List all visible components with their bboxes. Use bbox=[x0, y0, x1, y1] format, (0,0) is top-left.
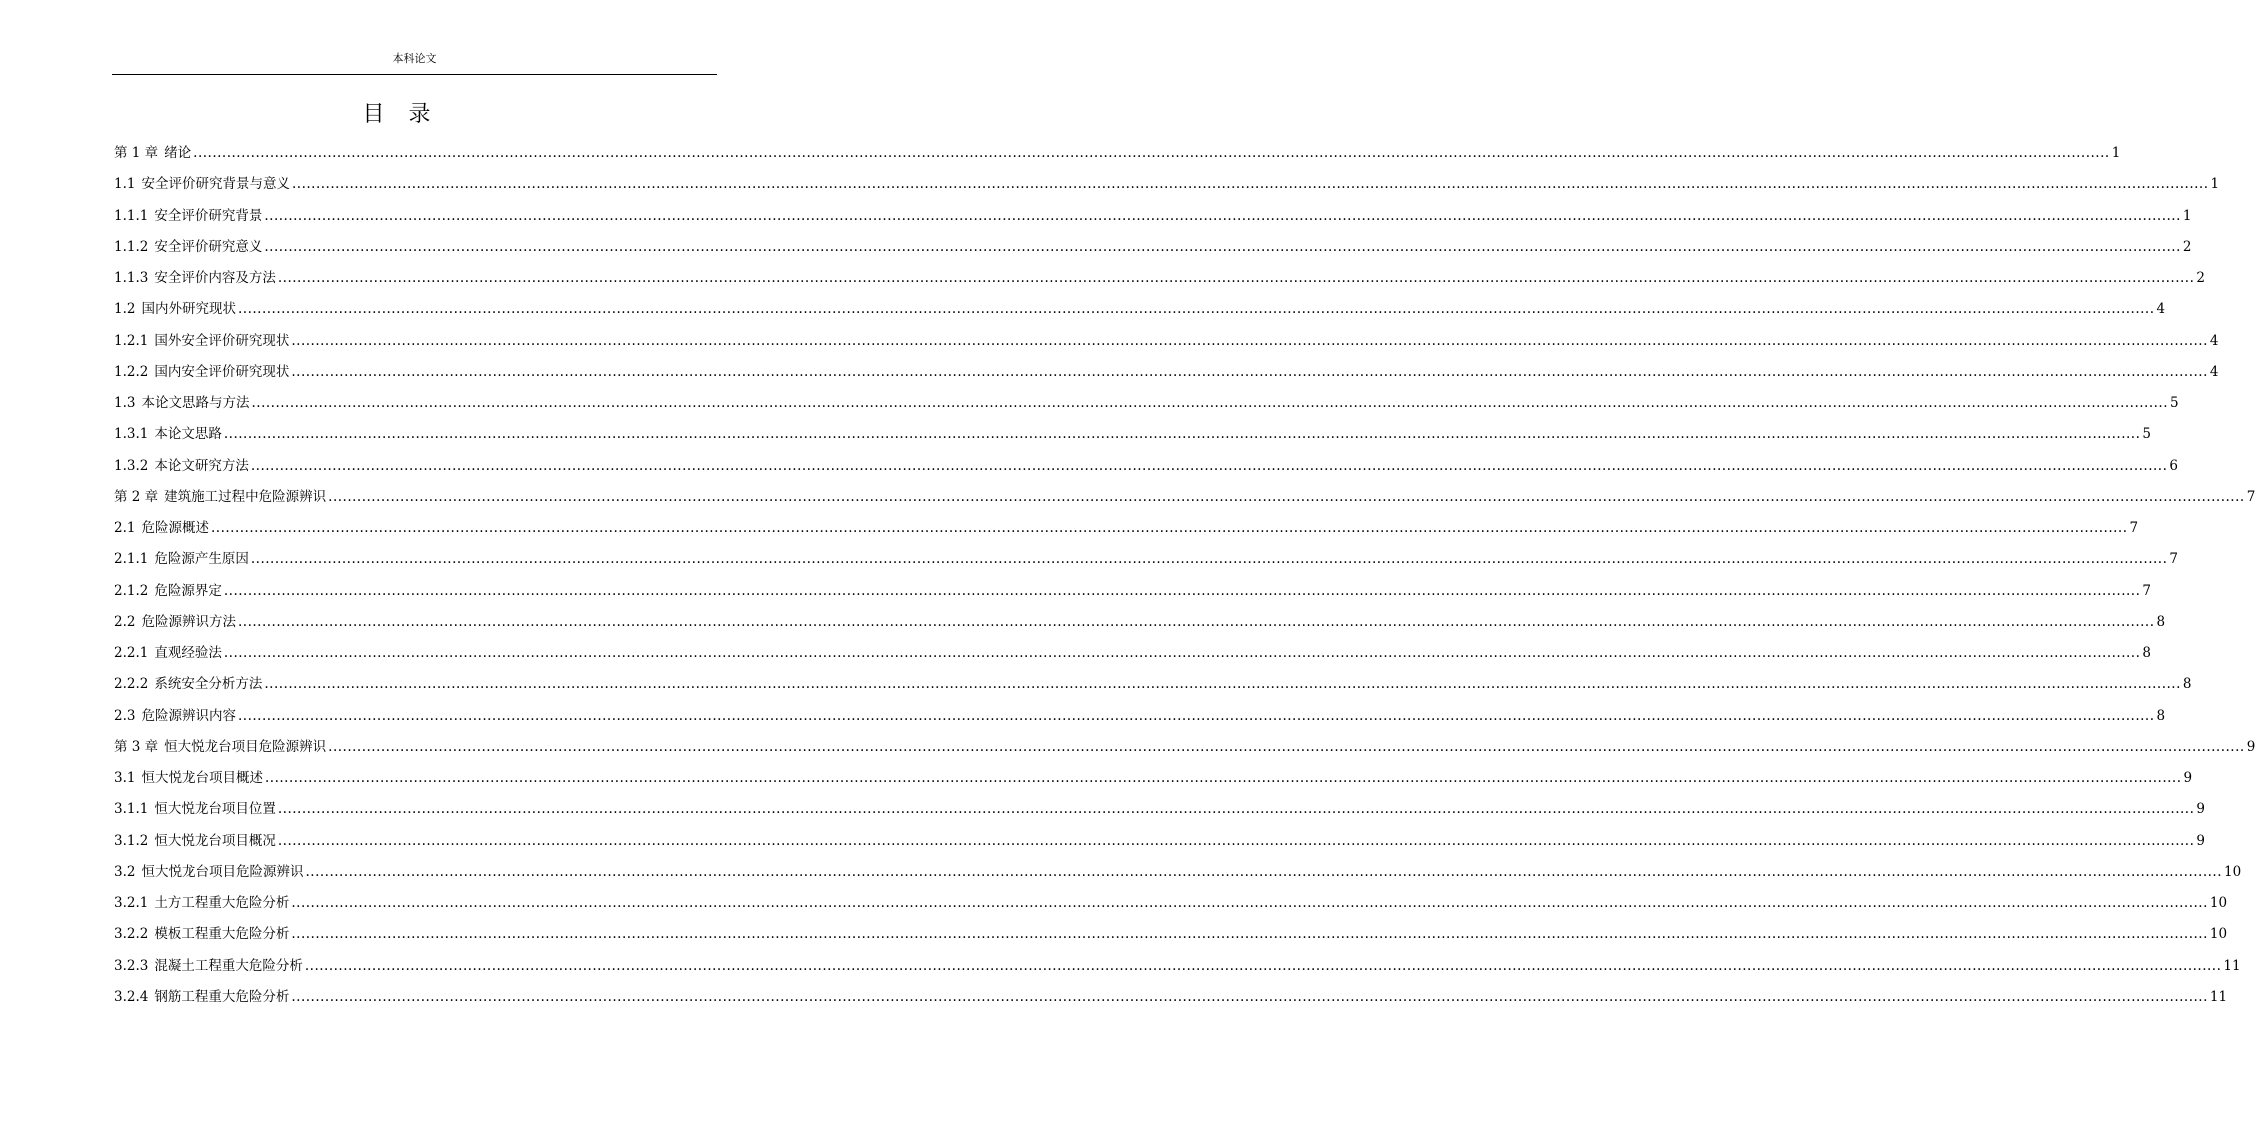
toc-entry-number: 第 1 章 bbox=[114, 145, 159, 161]
toc-dot-leader: ................................................................................................................................................................................................................................................................................................................................................................................................................ bbox=[264, 770, 2182, 786]
toc-dot-leader: ................................................................................................................................................................................................................................................................................................................................................................................................................ bbox=[277, 270, 2195, 286]
toc-entry[interactable] bbox=[114, 701, 2166, 732]
toc-entry[interactable] bbox=[114, 326, 2219, 357]
toc-entry-label bbox=[114, 451, 249, 482]
toc-entry-title: 安全评价研究背景 bbox=[154, 207, 263, 224]
toc-entry-title: 钢筋工程重大危险分析 bbox=[154, 988, 290, 1005]
toc-entry-title: 恒大悦龙台项目概述 bbox=[141, 770, 263, 786]
toc-entry-page-number: 9 bbox=[2183, 770, 2193, 786]
toc-entry-label bbox=[114, 888, 289, 919]
toc-dot-leader: ................................................................................................................................................................................................................................................................................................................................................................................................................ bbox=[328, 488, 2245, 505]
toc-entry-label bbox=[114, 513, 209, 544]
toc-entry[interactable] bbox=[114, 888, 2228, 919]
toc-entry-label bbox=[114, 201, 262, 232]
toc-entry[interactable] bbox=[114, 951, 2241, 982]
toc-entry-title: 模板工程重大危险分析 bbox=[154, 926, 290, 943]
toc-entry-label bbox=[114, 638, 222, 669]
toc-entry-number: 1.1 bbox=[114, 176, 136, 193]
toc-entry-label bbox=[114, 794, 276, 825]
toc-entry[interactable] bbox=[114, 669, 2192, 700]
toc-dot-leader: ................................................................................................................................................................................................................................................................................................................................................................................................................ bbox=[277, 801, 2195, 818]
toc-entry-title: 恒大悦龙台项目概况 bbox=[154, 832, 276, 849]
toc-entry[interactable] bbox=[114, 576, 2151, 607]
toc-entry[interactable] bbox=[114, 138, 2121, 169]
toc-entry-label bbox=[114, 732, 326, 763]
toc-entry-number: 1.2 bbox=[114, 301, 136, 318]
toc-entry-title: 恒大悦龙台项目危险源辨识 bbox=[141, 863, 304, 880]
toc-dot-leader: ................................................................................................................................................................................................................................................................................................................................................................................................................ bbox=[250, 457, 2168, 474]
toc-entry-label bbox=[114, 826, 276, 857]
toc-entry-number: 2.1.2 bbox=[114, 582, 149, 599]
page-header bbox=[112, 52, 717, 75]
toc-entry-title: 安全评价研究意义 bbox=[154, 238, 263, 255]
toc-entry-page-number: 10 bbox=[2224, 863, 2242, 880]
toc-entry-number: 1.1.1 bbox=[114, 207, 149, 224]
toc-entry-title: 本论文思路 bbox=[154, 426, 222, 443]
toc-entry[interactable] bbox=[114, 982, 2228, 1013]
toc-entry-page-number: 10 bbox=[2209, 926, 2228, 943]
toc-entry-number: 第 2 章 bbox=[114, 488, 159, 505]
toc-entry-page-number: 9 bbox=[2246, 738, 2255, 755]
toc-dot-leader: ................................................................................................................................................................................................................................................................................................................................................................................................................ bbox=[291, 988, 2208, 1005]
toc-entry-number: 1.3.1 bbox=[114, 426, 149, 443]
toc-entry-label bbox=[114, 263, 276, 294]
toc-entry-label bbox=[114, 576, 222, 607]
toc-entry[interactable] bbox=[114, 232, 2192, 263]
toc-entry-title: 建筑施工过程中危险源辨识 bbox=[164, 488, 327, 505]
toc-list bbox=[114, 138, 2255, 1013]
toc-entry[interactable] bbox=[114, 201, 2192, 232]
toc-entry-page-number: 7 bbox=[2246, 488, 2255, 505]
toc-entry-title: 危险源辨识内容 bbox=[141, 707, 236, 724]
toc-entry-number: 2.2 bbox=[114, 613, 136, 630]
toc-entry-page-number: 7 bbox=[2142, 582, 2151, 599]
toc-entry-title: 恒大悦龙台项目危险源辨识 bbox=[164, 738, 327, 755]
toc-entry-label bbox=[114, 951, 303, 982]
toc-entry-label bbox=[114, 294, 236, 325]
toc-entry-page-number: 5 bbox=[2170, 395, 2179, 411]
toc-entry-number: 1.1.2 bbox=[114, 238, 149, 255]
toc-entry[interactable] bbox=[114, 513, 2139, 544]
toc-dot-leader: ................................................................................................................................................................................................................................................................................................................................................................................................................ bbox=[291, 363, 2208, 380]
toc-entry-label bbox=[114, 232, 262, 263]
header-text: 本科论文 bbox=[392, 52, 437, 65]
toc-entry[interactable] bbox=[114, 263, 2205, 294]
toc-dot-leader: ................................................................................................................................................................................................................................................................................................................................................................................................................ bbox=[291, 895, 2208, 911]
toc-entry-label bbox=[114, 857, 303, 888]
toc-entry-title: 本论文思路与方法 bbox=[141, 395, 250, 411]
toc-entry-page-number: 7 bbox=[2169, 551, 2178, 568]
toc-entry-page-number: 2 bbox=[2196, 270, 2205, 286]
toc-entry-title: 系统安全分析方法 bbox=[154, 676, 263, 693]
toc-entry-page-number: 1 bbox=[2111, 145, 2121, 161]
toc-dot-leader: ................................................................................................................................................................................................................................................................................................................................................................................................................ bbox=[210, 520, 2128, 536]
toc-entry-number: 3.1.1 bbox=[114, 801, 149, 818]
toc-entry-title: 危险源概述 bbox=[141, 520, 209, 536]
toc-entry-label bbox=[114, 544, 249, 575]
toc-entry-number: 2.1.1 bbox=[114, 551, 149, 568]
toc-entry-page-number: 4 bbox=[2209, 363, 2219, 380]
toc-entry-number: 1.2.1 bbox=[114, 332, 149, 349]
toc-entry-number: 2.1 bbox=[114, 520, 136, 536]
toc-entry-page-number: 4 bbox=[2156, 301, 2166, 318]
toc-entry-label bbox=[114, 326, 289, 357]
toc-entry[interactable] bbox=[114, 357, 2219, 388]
toc-entry-number: 3.2.3 bbox=[114, 957, 149, 974]
toc-entry[interactable] bbox=[114, 294, 2166, 325]
toc-title-part2: 录 bbox=[408, 102, 431, 127]
toc-entry-number: 2.3 bbox=[114, 707, 136, 724]
toc-entry-title: 本论文研究方法 bbox=[154, 457, 249, 474]
toc-dot-leader: ................................................................................................................................................................................................................................................................................................................................................................................................................ bbox=[291, 926, 2208, 943]
toc-entry-label bbox=[114, 169, 290, 200]
toc-dot-leader: ................................................................................................................................................................................................................................................................................................................................................................................................................ bbox=[223, 645, 2141, 661]
toc-entry[interactable] bbox=[114, 388, 2179, 419]
toc-entry-page-number: 1 bbox=[2182, 207, 2192, 224]
toc-entry-number: 3.2 bbox=[114, 863, 136, 880]
toc-entry-number: 1.2.2 bbox=[114, 363, 149, 380]
toc-entry-page-number: 10 bbox=[2209, 895, 2228, 911]
toc-entry-label bbox=[114, 482, 326, 513]
toc-entry[interactable] bbox=[114, 732, 2255, 763]
toc-entry-title: 危险源辨识方法 bbox=[141, 613, 236, 630]
toc-dot-leader: ................................................................................................................................................................................................................................................................................................................................................................................................................ bbox=[223, 582, 2141, 599]
toc-entry[interactable] bbox=[114, 482, 2255, 513]
toc-entry-number: 2.2.1 bbox=[114, 645, 149, 661]
toc-entry-label bbox=[114, 419, 222, 450]
toc-entry[interactable] bbox=[114, 169, 2220, 200]
toc-entry-title: 国外安全评价研究现状 bbox=[154, 332, 290, 349]
toc-entry-label bbox=[114, 763, 263, 794]
toc-entry-number: 3.2.2 bbox=[114, 926, 149, 943]
toc-dot-leader: ................................................................................................................................................................................................................................................................................................................................................................................................................ bbox=[237, 613, 2155, 630]
toc-entry-page-number: 2 bbox=[2182, 238, 2192, 255]
toc-entry-page-number: 8 bbox=[2142, 645, 2151, 661]
toc-entry-page-number: 8 bbox=[2156, 613, 2166, 630]
toc-entry[interactable] bbox=[114, 451, 2178, 482]
toc-entry-title: 国内安全评价研究现状 bbox=[154, 363, 290, 380]
toc-dot-leader: ................................................................................................................................................................................................................................................................................................................................................................................................................ bbox=[264, 238, 2181, 255]
toc-entry-title: 直观经验法 bbox=[154, 645, 222, 661]
toc-entry-title: 危险源产生原因 bbox=[154, 551, 249, 568]
toc-entry-page-number: 9 bbox=[2196, 832, 2205, 849]
toc-entry-number: 1.3.2 bbox=[114, 457, 149, 474]
toc-entry-title: 绪论 bbox=[164, 145, 192, 161]
toc-entry-label bbox=[114, 388, 249, 419]
toc-entry-number: 1.1.3 bbox=[114, 270, 149, 286]
toc-entry-title: 安全评价研究背景与意义 bbox=[141, 176, 290, 193]
toc-entry-page-number: 4 bbox=[2209, 332, 2219, 349]
toc-entry[interactable] bbox=[114, 544, 2178, 575]
toc-entry-page-number: 1 bbox=[2210, 176, 2220, 193]
toc-entry-page-number: 5 bbox=[2142, 426, 2151, 443]
toc-entry-label bbox=[114, 669, 262, 700]
toc-dot-leader: ................................................................................................................................................................................................................................................................................................................................................................................................................ bbox=[264, 207, 2181, 224]
toc-dot-leader: ................................................................................................................................................................................................................................................................................................................................................................................................................ bbox=[328, 738, 2245, 755]
toc-entry[interactable] bbox=[114, 857, 2242, 888]
toc-dot-leader: ................................................................................................................................................................................................................................................................................................................................................................................................................ bbox=[264, 676, 2181, 693]
toc-entry-label bbox=[114, 982, 289, 1013]
toc-entry[interactable] bbox=[114, 607, 2166, 638]
toc-entry-page-number: 7 bbox=[2129, 520, 2139, 536]
toc-dot-leader: ................................................................................................................................................................................................................................................................................................................................................................................................................ bbox=[277, 832, 2195, 849]
toc-entry-page-number: 8 bbox=[2156, 707, 2166, 724]
toc-entry[interactable] bbox=[114, 826, 2205, 857]
toc-entry-title: 安全评价内容及方法 bbox=[154, 270, 276, 286]
toc-entry-number: 3.2.1 bbox=[114, 895, 149, 911]
toc-entry[interactable] bbox=[114, 763, 2193, 794]
toc-title bbox=[0, 99, 793, 131]
toc-entry-title: 恒大悦龙台项目位置 bbox=[154, 801, 276, 818]
toc-entry[interactable] bbox=[114, 638, 2151, 669]
toc-dot-leader: ................................................................................................................................................................................................................................................................................................................................................................................................................ bbox=[193, 145, 2110, 161]
toc-entry-number: 1.3 bbox=[114, 395, 136, 411]
toc-entry-page-number: 8 bbox=[2182, 676, 2192, 693]
toc-dot-leader: ................................................................................................................................................................................................................................................................................................................................................................................................................ bbox=[251, 395, 2168, 411]
toc-entry-label bbox=[114, 138, 191, 169]
toc-dot-leader: ................................................................................................................................................................................................................................................................................................................................................................................................................ bbox=[250, 551, 2168, 568]
toc-dot-leader: ................................................................................................................................................................................................................................................................................................................................................................................................................ bbox=[304, 957, 2222, 974]
toc-dot-leader: ................................................................................................................................................................................................................................................................................................................................................................................................................ bbox=[223, 426, 2141, 443]
toc-entry-label bbox=[114, 357, 289, 388]
toc-entry-number: 2.2.2 bbox=[114, 676, 149, 693]
toc-dot-leader: ................................................................................................................................................................................................................................................................................................................................................................................................................ bbox=[291, 332, 2208, 349]
toc-entry-number: 3.1 bbox=[114, 770, 136, 786]
toc-entry-page-number: 11 bbox=[2223, 957, 2241, 974]
toc-entry-number: 3.1.2 bbox=[114, 832, 149, 849]
toc-entry-page-number: 9 bbox=[2196, 801, 2205, 818]
toc-entry-number: 3.2.4 bbox=[114, 988, 149, 1005]
toc-entry-label bbox=[114, 701, 236, 732]
toc-entry-page-number: 11 bbox=[2209, 988, 2228, 1005]
toc-title-part1: 目 bbox=[362, 102, 385, 127]
toc-dot-leader: ................................................................................................................................................................................................................................................................................................................................................................................................................ bbox=[237, 707, 2155, 724]
toc-entry-page-number: 6 bbox=[2169, 457, 2178, 474]
toc-entry-title: 国内外研究现状 bbox=[141, 301, 236, 318]
toc-dot-leader: ................................................................................................................................................................................................................................................................................................................................................................................................................ bbox=[291, 176, 2209, 193]
toc-entry-title: 危险源界定 bbox=[154, 582, 222, 599]
toc-entry[interactable] bbox=[114, 419, 2151, 450]
toc-dot-leader: ................................................................................................................................................................................................................................................................................................................................................................................................................ bbox=[237, 301, 2155, 318]
toc-entry[interactable] bbox=[114, 794, 2205, 825]
toc-entry-label bbox=[114, 919, 289, 950]
toc-entry-title: 混凝土工程重大危险分析 bbox=[154, 957, 303, 974]
toc-entry-title: 土方工程重大危险分析 bbox=[154, 895, 290, 911]
toc-entry[interactable] bbox=[114, 919, 2228, 950]
toc-dot-leader: ................................................................................................................................................................................................................................................................................................................................................................................................................ bbox=[305, 863, 2222, 880]
toc-entry-label bbox=[114, 607, 236, 638]
toc-entry-number: 第 3 章 bbox=[114, 738, 159, 755]
